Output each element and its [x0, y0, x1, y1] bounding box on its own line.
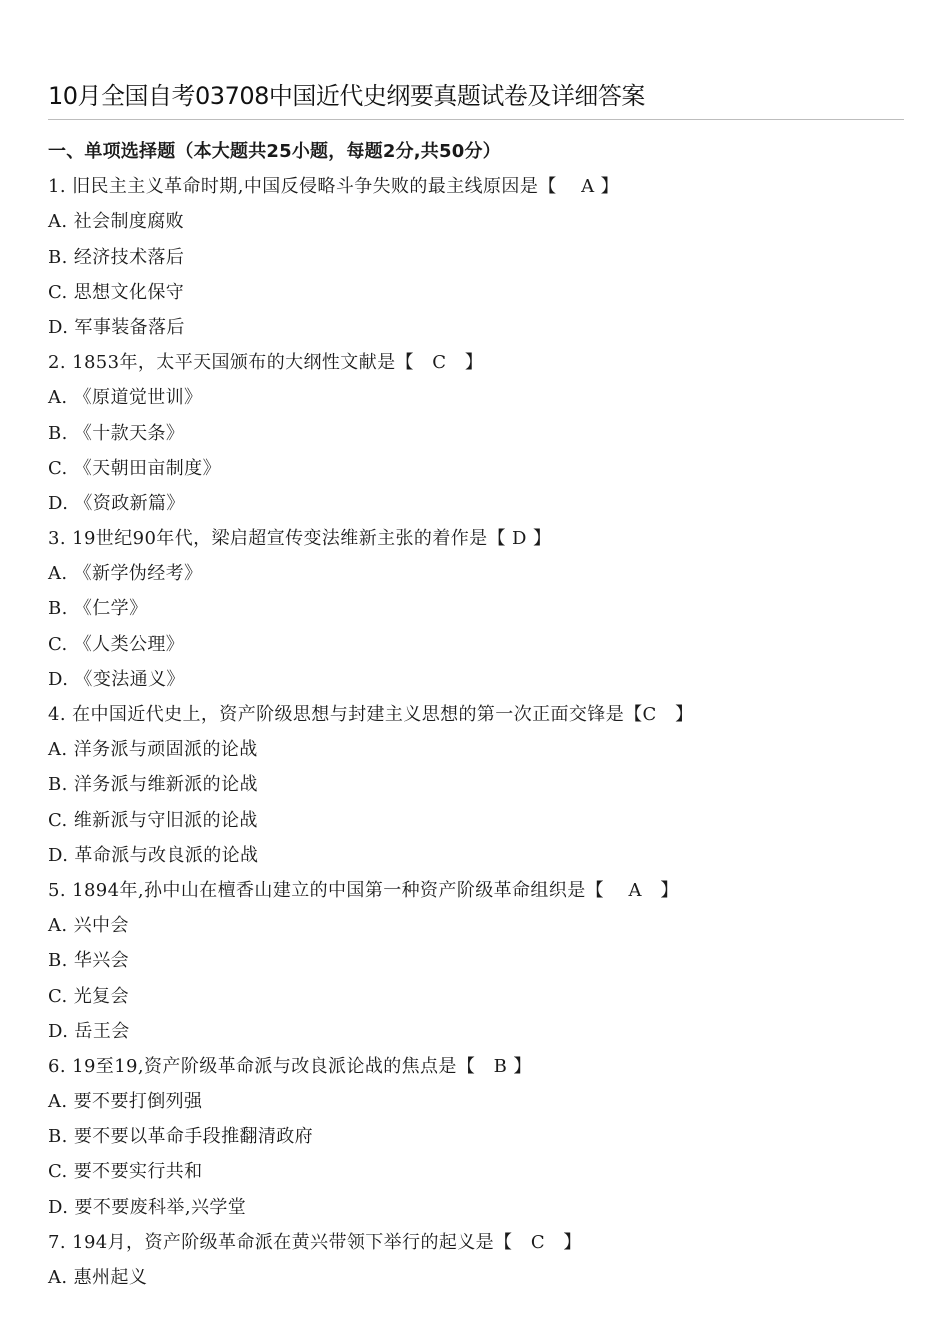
question-7: 7. 194月，资产阶级革命派在黄兴带领下举行的起义是【 C 】	[48, 1231, 582, 1253]
option-line: B. 《十款天条》	[48, 422, 185, 444]
option-line: B. 《仁学》	[48, 598, 148, 620]
option-line: A. 兴中会	[48, 915, 129, 937]
option-line: D. 岳王会	[48, 1020, 130, 1042]
document-title: 10月全国自考03708中国近代史纲要真题试卷及详细答案	[48, 82, 645, 110]
question-6: 6. 19至19,资产阶级革命派与改良派论战的焦点是【 B 】	[48, 1055, 532, 1077]
option-line: D. 《资政新篇》	[48, 492, 185, 514]
option-line: C. 思想文化保守	[48, 281, 185, 303]
option-line: B. 华兴会	[48, 950, 130, 972]
option-line: A. 社会制度腐败	[48, 211, 185, 233]
option-line: D. 革命派与改良派的论战	[48, 844, 259, 866]
question-1: 1. 旧民主主义革命时期,中国反侵略斗争失败的最主线原因是【 A 】	[48, 176, 620, 198]
option-line: D. 军事装备落后	[48, 316, 185, 338]
section-heading: 一、单项选择题（本大题共25小题，每题2分,共50分）	[48, 141, 501, 162]
option-line: A. 《新学伪经考》	[48, 563, 203, 585]
option-line: B. 要不要以革命手段推翻清政府	[48, 1126, 314, 1148]
option-line: A. 《原道觉世训》	[48, 387, 203, 409]
option-line: C. 维新派与守旧派的论战	[48, 809, 258, 831]
question-2: 2. 1853年，太平天国颁布的大纲性文献是【 C 】	[48, 352, 484, 374]
option-line: A. 要不要打倒列强	[48, 1091, 203, 1113]
option-line: B. 经济技术落后	[48, 246, 185, 268]
title-divider	[48, 119, 904, 120]
option-line: B. 洋务派与维新派的论战	[48, 774, 258, 796]
option-line: A. 惠州起义	[48, 1267, 148, 1288]
question-list	[48, 134, 908, 1295]
option-line: D. 要不要废科举,兴学堂	[48, 1196, 247, 1218]
question-4: 4. 在中国近代史上，资产阶级思想与封建主义思想的第一次正面交锋是【C 】	[48, 704, 694, 725]
option-line: D. 《变法通义》	[48, 668, 185, 690]
question-5: 5. 1894年,孙中山在檀香山建立的中国第一种资产阶级革命组织是【 A 】	[48, 879, 679, 901]
option-line: A. 洋务派与顽固派的论战	[48, 739, 258, 761]
option-line: C. 要不要实行共和	[48, 1161, 203, 1183]
option-line: C. 《天朝田亩制度》	[48, 457, 221, 479]
option-line: C. 光复会	[48, 985, 129, 1007]
question-3: 3. 19世纪90年代，梁启超宣传变法维新主张的着作是【 D 】	[48, 528, 552, 550]
option-line: C. 《人类公理》	[48, 633, 185, 655]
